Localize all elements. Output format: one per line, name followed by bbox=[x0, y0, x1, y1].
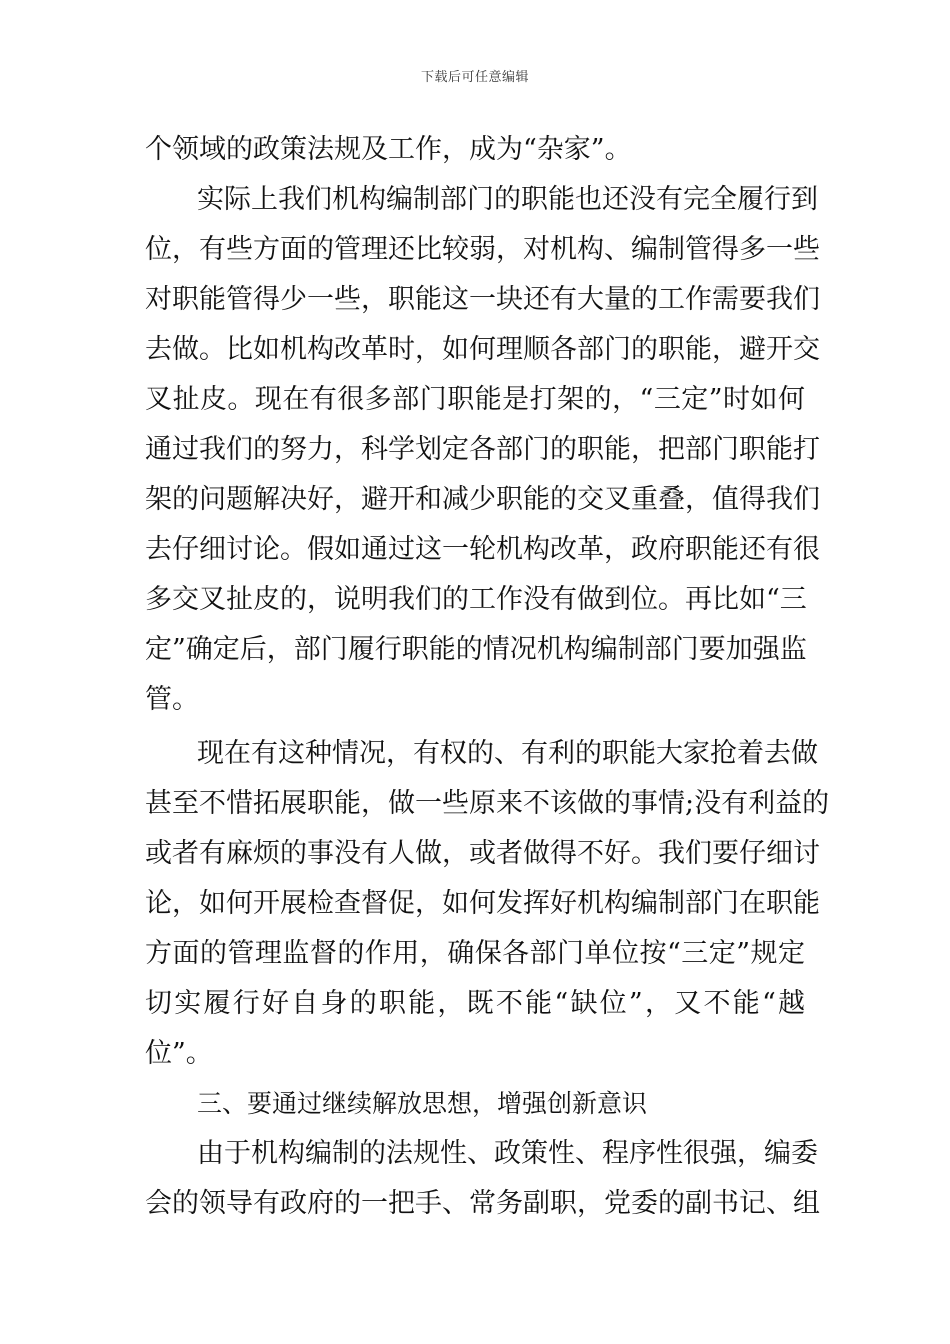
paragraph-line: 架的问题解决好，避开和减少职能的交叉重叠，值得我们 bbox=[145, 484, 820, 515]
paragraph-line: 去仔细讨论。假如通过这一轮机构改革，政府职能还有很 bbox=[145, 534, 820, 565]
paragraph-line: 多交叉扯皮的，说明我们的工作没有做到位。再比如“三 bbox=[145, 584, 807, 615]
paragraph-line: 定”确定后，部门履行职能的情况机构编制部门要加强监 bbox=[145, 634, 807, 665]
paragraph-line: 个领域的政策法规及工作，成为“杂家”。 bbox=[145, 134, 632, 165]
paragraph-line: 现在有这种情况，有权的、有利的职能大家抢着去做 bbox=[197, 738, 818, 769]
paragraph-line: 实际上我们机构编制部门的职能也还没有完全履行到 bbox=[197, 184, 818, 215]
page-header: 下载后可任意编辑 bbox=[420, 70, 529, 85]
paragraph-line: 对职能管得少一些，职能这一块还有大量的工作需要我们 bbox=[145, 284, 820, 315]
paragraph-line: 甚至不惜拓展职能，做一些原来不该做的事情;没有利益的 bbox=[145, 788, 830, 819]
paragraph-line: 由于机构编制的法规性、政策性、程序性很强，编委 bbox=[197, 1138, 818, 1169]
paragraph-line: 位，有些方面的管理还比较弱，对机构、编制管得多一些 bbox=[145, 234, 820, 265]
paragraph-line: 或者有麻烦的事没有人做，或者做得不好。我们要仔细讨 bbox=[145, 838, 820, 869]
paragraph-line: 管。 bbox=[145, 684, 199, 715]
paragraph-line: 通过我们的努力，科学划定各部门的职能，把部门职能打 bbox=[145, 434, 820, 465]
paragraph-line: 方面的管理监督的作用，确保各部门单位按“三定”规定 bbox=[145, 938, 805, 969]
paragraph-line: 位”。 bbox=[145, 1038, 213, 1069]
paragraph-line: 论，如何开展检查督促，如何发挥好机构编制部门在职能 bbox=[145, 888, 820, 919]
paragraph-line: 去做。比如机构改革时，如何理顺各部门的职能，避开交 bbox=[145, 334, 820, 365]
paragraph-line: 切实履行好自身的职能，既不能“缺位”，又不能“越 bbox=[145, 988, 805, 1019]
paragraph-line: 会的领导有政府的一把手、常务副职，党委的副书记、组 bbox=[145, 1188, 820, 1219]
paragraph-line: 叉扯皮。现在有很多部门职能是打架的，“三定”时如何 bbox=[145, 384, 805, 415]
section-heading: 三、要通过继续解放思想，增强创新意识 bbox=[197, 1089, 648, 1118]
